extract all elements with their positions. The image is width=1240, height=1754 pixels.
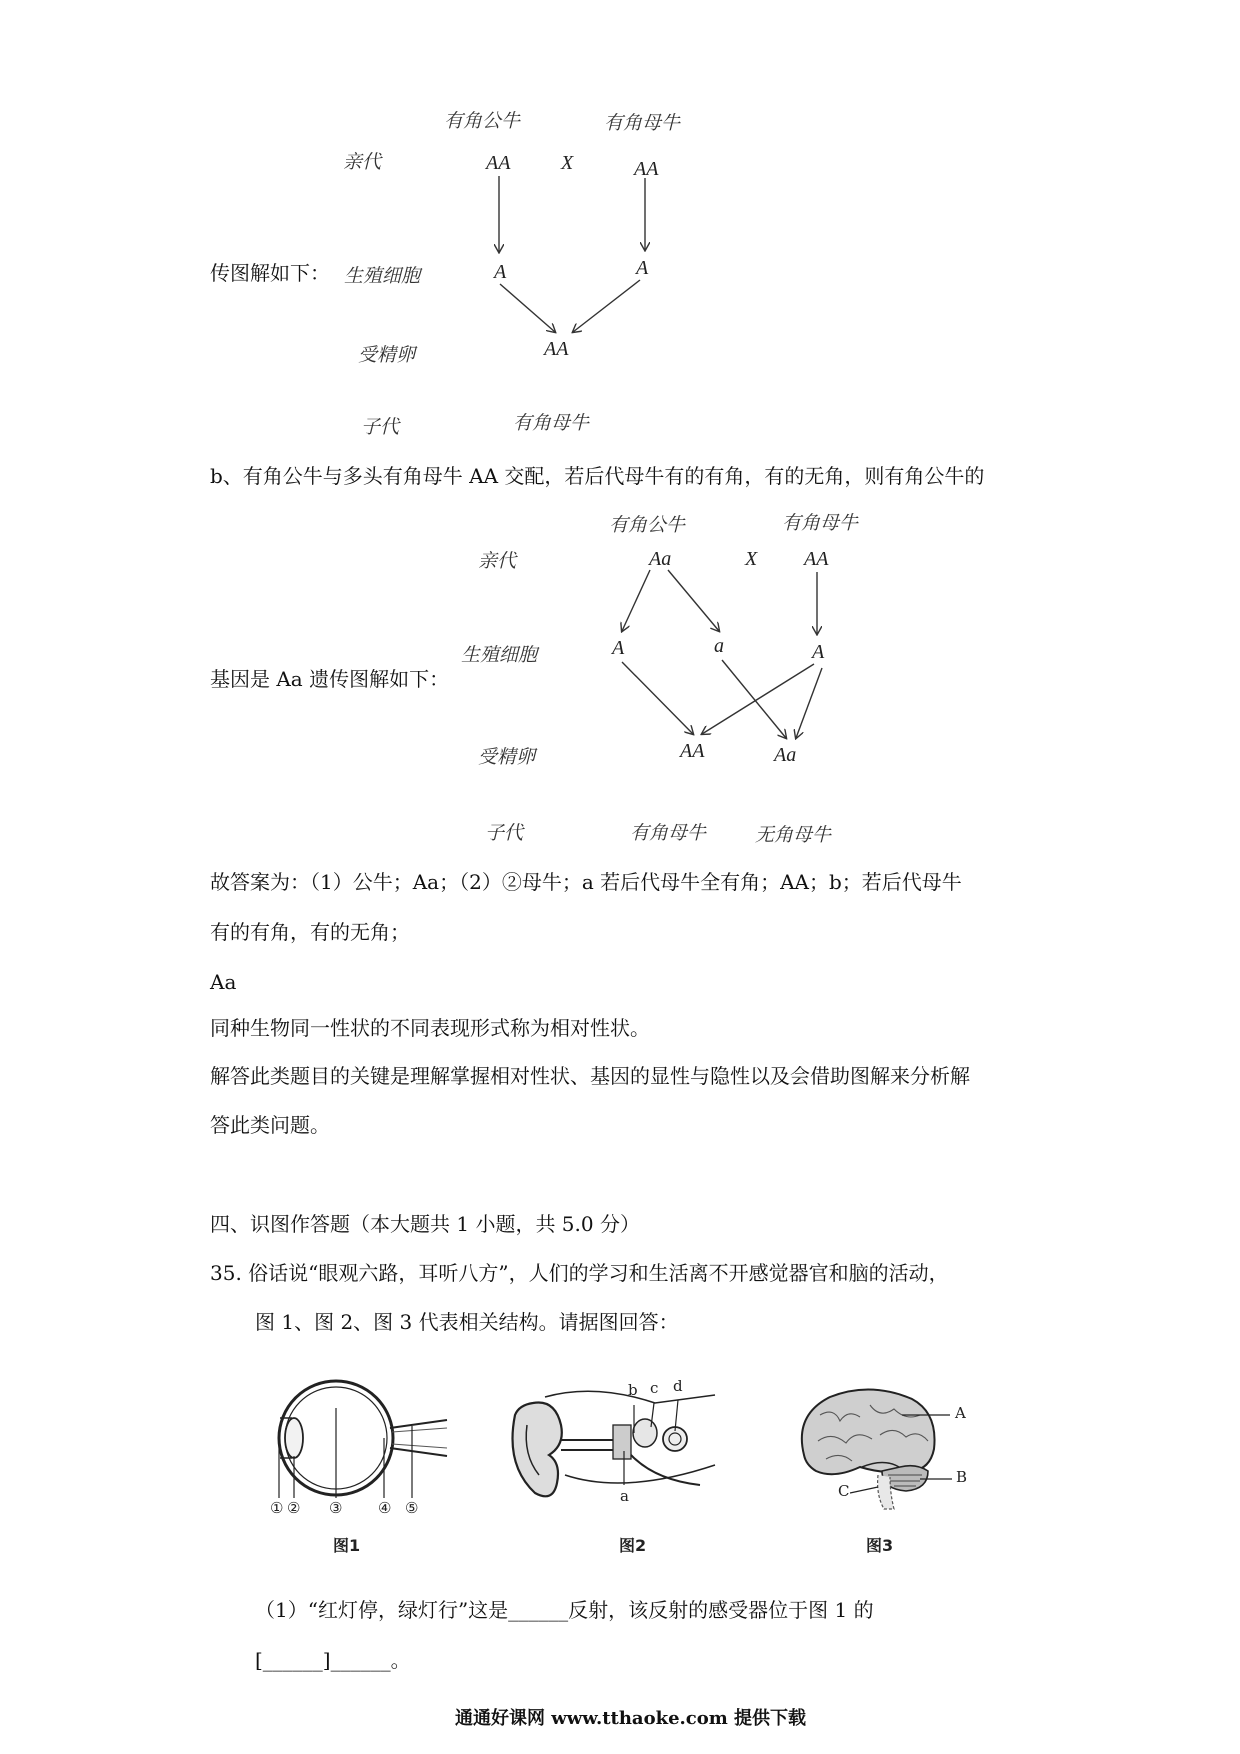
fig2-caption: 图2 (619, 1536, 647, 1555)
figure-1-eye-diagram (262, 1378, 452, 1508)
answer-line-2: 有的有角，有的无角； (210, 920, 410, 944)
d2-zygote-1: AA (680, 740, 705, 762)
d2-parent-male-genotype: Aa (649, 548, 672, 570)
d1-offspring: 有角母牛 (513, 412, 590, 434)
fig3-label-C: C (838, 1482, 850, 1500)
question-35-line-2: 图 1、图 2、图 3 代表相关结构。请据图回答： (255, 1310, 679, 1334)
d2-offspring-1: 有角母牛 (630, 822, 707, 844)
d1-parent-male-label: 有角公牛 (444, 110, 521, 132)
fig1-label-4: ④ (378, 1499, 392, 1517)
fig1-label-3: ③ (329, 1499, 343, 1517)
fig2-label-b: b (628, 1381, 638, 1399)
d1-row-offspring: 子代 (361, 416, 400, 438)
figure-3-brain-diagram (790, 1385, 980, 1515)
d1-zygote: AA (544, 338, 569, 360)
d1-gamete-2: A (636, 257, 649, 279)
d1-arrow-gamete2-to-zygote (573, 280, 640, 332)
d2-row-offspring: 子代 (485, 822, 524, 844)
d1-row-zygote: 受精卵 (358, 344, 416, 366)
d2-cross-symbol: X (745, 548, 758, 570)
note-line-2: 解答此类题目的关键是理解掌握相对性状、基因的显性与隐性以及会借助图解来分析解 (210, 1064, 970, 1088)
d2-arrow-A-to-Aa (796, 668, 822, 738)
fig1-label-5: ⑤ (405, 1499, 419, 1517)
d2-zygote-2: Aa (774, 744, 797, 766)
d2-arrow-male-to-a (668, 570, 719, 631)
d1-parent-female-label: 有角母牛 (604, 112, 681, 134)
d2-gamete-3: A (812, 641, 825, 663)
d2-lead-in: 基因是 Aa 遗传图解如下： (210, 667, 450, 691)
subquestion-1-line-1: （1）“红灯停，绿灯行”这是______反射，该反射的感受器位于图 1 的 (255, 1598, 874, 1622)
d1-parent-male-genotype: AA (486, 152, 511, 174)
fig1-label-2: ② (287, 1499, 301, 1517)
subquestion-1-line-2: [______]______。 (255, 1648, 411, 1672)
para-b: b、有角公牛与多头有角母牛 AA 交配，若后代母牛有的有角，有的无角，则有角公牛的 (210, 464, 985, 488)
fig2-label-a: a (620, 1487, 629, 1505)
d2-arrow-A-to-AA-cross (702, 664, 814, 734)
d1-row-gametes: 生殖细胞 (344, 265, 421, 287)
d2-arrow-male-to-A (622, 570, 650, 631)
section-heading: 四、识图作答题（本大题共 1 小题，共 5.0 分） (210, 1212, 640, 1236)
d1-arrow-gamete1-to-zygote (500, 284, 555, 332)
d1-lead-in: 传图解如下： (210, 261, 330, 285)
d2-gamete-2: a (714, 635, 724, 657)
d2-parent-male-label: 有角公牛 (609, 514, 686, 536)
fig1-caption: 图1 (333, 1536, 361, 1555)
note-line-3: 答此类问题。 (210, 1113, 330, 1137)
fig3-caption: 图3 (866, 1536, 894, 1555)
d2-parent-female-label: 有角母牛 (782, 512, 859, 534)
d2-arrow-A-to-AA (622, 662, 693, 734)
d1-row-parents: 亲代 (343, 151, 382, 173)
d2-offspring-2: 无角母牛 (755, 824, 832, 846)
fig2-label-d: d (673, 1377, 683, 1395)
answer-line-3: Aa (210, 970, 237, 994)
fig1-label-1: ① (270, 1499, 284, 1517)
d2-row-parents: 亲代 (478, 550, 517, 572)
d1-gamete-1: A (494, 261, 507, 283)
fig3-label-B: B (956, 1468, 968, 1486)
d2-arrow-a-to-Aa (722, 660, 786, 738)
d2-parent-female-genotype: AA (804, 548, 829, 570)
fig2-label-c: c (650, 1379, 659, 1397)
d2-row-zygote: 受精卵 (478, 746, 536, 768)
d1-parent-female-genotype: AA (634, 158, 659, 180)
d2-row-gametes: 生殖细胞 (461, 644, 538, 666)
answer-line-1: 故答案为：（1）公牛；Aa；（2）②母牛；a 若后代母牛全有角；AA；b；若后代母牛 (210, 870, 962, 894)
note-line-1: 同种生物同一性状的不同表现形式称为相对性状。 (210, 1016, 650, 1040)
figure-2-ear-diagram (505, 1385, 725, 1505)
d1-cross-symbol: X (561, 152, 574, 174)
fig3-label-A: A (955, 1404, 966, 1422)
question-35-line-1: 35. 俗话说“眼观六路，耳听八方”，人们的学习和生活离不开感觉器官和脑的活动， (210, 1261, 949, 1285)
page-footer: 通通好课网 www.tthaoke.com 提供下载 (455, 1708, 807, 1729)
d2-gamete-1: A (612, 637, 625, 659)
